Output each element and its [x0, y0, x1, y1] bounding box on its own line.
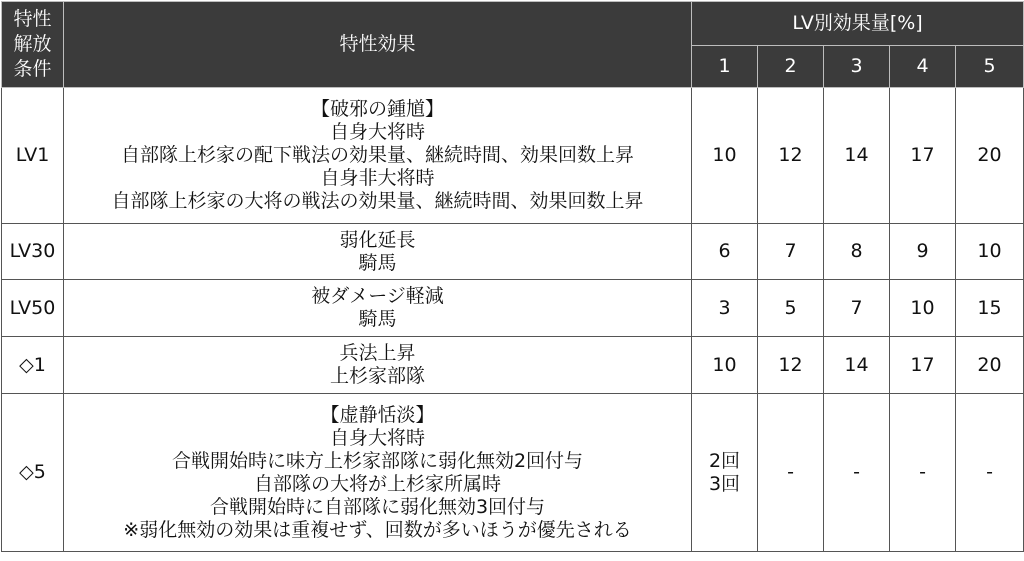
effect-line: 自身大将時	[329, 121, 425, 143]
table-row	[2, 224, 1024, 280]
row-level: ◇1	[2, 337, 64, 394]
effect-line: ※弱化無効の効果は重複せず、回数が多いほうが優先される	[123, 518, 632, 541]
row-effect	[64, 224, 692, 280]
value-cell: 10	[692, 337, 758, 394]
effect-line: 自部隊上杉家の大将の戦法の効果量、継続時間、効果回数上昇	[111, 190, 644, 212]
value-cell: 12	[758, 88, 824, 224]
row-level: ◇5	[2, 394, 64, 552]
value-cell	[692, 394, 758, 552]
row-effect	[64, 88, 692, 224]
header-level-3: 3	[824, 46, 890, 88]
effect-line: 自部隊の大将が上杉家所属時	[253, 472, 501, 495]
effect-line: 自身非大将時	[320, 167, 435, 189]
row-effect	[64, 280, 692, 337]
value-cell: 20	[956, 337, 1024, 394]
value-cell: -	[824, 394, 890, 552]
value-cell: 8	[824, 224, 890, 280]
value-line: 3回	[708, 472, 741, 495]
value-cell: 10	[956, 224, 1024, 280]
row-level: LV50	[2, 280, 64, 337]
value-cell: 3	[692, 280, 758, 337]
effect-line: 自部隊上杉家の配下戦法の効果量、継続時間、効果回数上昇	[120, 144, 634, 166]
effect-line: 騎馬	[358, 251, 397, 274]
table-row	[2, 88, 1024, 224]
value-cell: -	[758, 394, 824, 552]
table-row	[2, 337, 1024, 394]
value-cell: 7	[758, 224, 824, 280]
header-unlock-condition	[2, 2, 64, 88]
header-condition-line: 条件	[13, 58, 52, 80]
value-cell: -	[890, 394, 956, 552]
header-level-2: 2	[758, 46, 824, 88]
value-cell: -	[956, 394, 1024, 552]
header-amount: LV別効果量[%]	[692, 2, 1024, 46]
trait-table	[1, 1, 1024, 552]
effect-line: 自身大将時	[329, 426, 425, 449]
header-level-5: 5	[956, 46, 1024, 88]
table-row	[2, 394, 1024, 552]
effect-line: 兵法上昇	[339, 342, 416, 364]
table-row	[2, 280, 1024, 337]
header-level-1: 1	[692, 46, 758, 88]
value-cell: 12	[758, 337, 824, 394]
header-condition-line: 特性	[13, 8, 52, 30]
value-cell: 14	[824, 88, 890, 224]
row-effect	[64, 337, 692, 394]
value-cell: 10	[890, 280, 956, 337]
row-level: LV30	[2, 224, 64, 280]
value-line: 2回	[708, 449, 741, 472]
value-cell: 17	[890, 88, 956, 224]
value-cell: 10	[692, 88, 758, 224]
header-level-4: 4	[890, 46, 956, 88]
row-level: LV1	[2, 88, 64, 224]
value-cell: 17	[890, 337, 956, 394]
header-condition-line: 解放	[13, 33, 52, 55]
value-cell: 9	[890, 224, 956, 280]
value-cell: 14	[824, 337, 890, 394]
value-cell: 15	[956, 280, 1024, 337]
value-cell: 7	[824, 280, 890, 337]
value-cell: 5	[758, 280, 824, 337]
row-effect	[64, 394, 692, 552]
effect-line: 【虚静恬淡】	[320, 403, 435, 426]
effect-line: 合戦開始時に自部隊に弱化無効3回付与	[209, 495, 546, 518]
effect-line: 被ダメージ軽減	[311, 285, 444, 307]
value-cell: 20	[956, 88, 1024, 224]
effect-line: 弱化延長	[339, 228, 416, 251]
effect-line: 騎馬	[358, 308, 397, 330]
effect-line: 【破邪の鍾馗】	[310, 98, 444, 120]
effect-line: 上杉家部隊	[329, 365, 425, 387]
value-cell: 6	[692, 224, 758, 280]
header-effect: 特性効果	[64, 2, 692, 88]
effect-line: 合戦開始時に味方上杉家部隊に弱化無効2回付与	[171, 449, 584, 472]
